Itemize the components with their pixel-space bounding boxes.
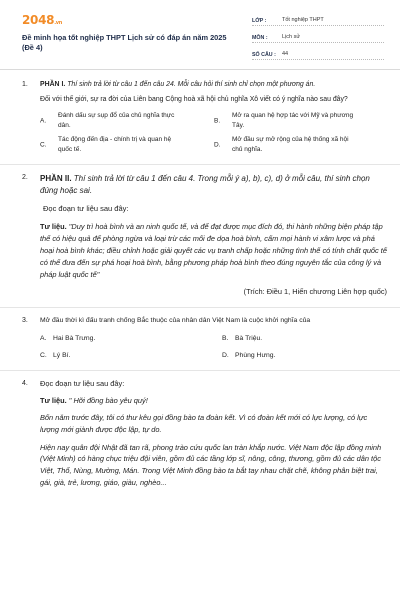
meta-value: 44 xyxy=(282,50,289,57)
question-number: 2. xyxy=(22,174,28,181)
option-letter: D. xyxy=(222,351,229,359)
option-c[interactable] xyxy=(40,135,214,154)
question-divider xyxy=(0,307,400,308)
option-letter: B. xyxy=(222,334,229,342)
section-label: PHẦN I. xyxy=(40,81,66,88)
question-divider xyxy=(0,370,400,371)
option-text: Bà Triệu. xyxy=(235,334,263,342)
question-stem: Đối với thế giới, sự ra đời của Liên bang Cộng hoà xã hội chủ nghĩa Xô viết có ý nghĩa nào sau đây? xyxy=(40,96,348,104)
question-divider xyxy=(0,164,400,165)
source-passage xyxy=(40,221,387,280)
option-text: Đánh dấu sự sụp đổ của chủ nghĩa thực dân. xyxy=(58,112,175,129)
meta-key: MÔN : xyxy=(252,34,268,41)
question-number: 1. xyxy=(22,81,28,88)
question-number: 3. xyxy=(22,317,28,325)
exam-title: Đề minh họa tốt nghiệp THPT Lịch sử có đáp án năm 2025 (Đề 4) xyxy=(22,33,227,52)
section-text: Thí sinh trả lời từ câu 1 đến câu 4. Trong mỗi ý a), b), c), d) ở mỗi câu, thí sinh chọn đúng hoặc sai. xyxy=(40,174,370,195)
passage-lead-text: " Hỡi đồng bào yêu quý! xyxy=(66,395,148,405)
option-letter: A. xyxy=(40,334,47,342)
section-instruction xyxy=(40,173,387,197)
option-letter: A. xyxy=(40,117,47,125)
questions-content xyxy=(22,80,387,489)
page-header xyxy=(0,0,400,64)
passage-paragraph: Bốn năm trước đây, tôi có thư kêu gọi đồng bào ta đoàn kết. Vì có đoàn kết mới có lực lượng, có lực lượng mới giành được độc lập, tự do. xyxy=(40,412,368,434)
passage-lead xyxy=(40,396,387,406)
meta-value: Tốt nghiệp THPT xyxy=(282,16,324,23)
passage-label: Tư liệu. xyxy=(40,395,67,405)
question-3 xyxy=(22,316,387,360)
section-label: PHẦN II. xyxy=(40,174,72,183)
option-b[interactable] xyxy=(222,334,400,343)
exam-meta xyxy=(252,13,384,64)
logo-suffix: .vn xyxy=(54,20,63,26)
passage-text: "Duy trì hoà bình và an ninh quốc tế, và để đạt được mục đích đó, thi hành những biện pháp tập thể có hiệu quả để phòng ngừa và loại trừ các mối đe dọa hoà bình, cấm mọi hành vi xâm lược và phá hoại hoà bình khác; điều chỉnh hoặc giải quyết các vụ tranh chấp hoặc những tình thế có tính chất quốc tế có thể đưa đến sự phá hoại hoà bình, bằng phương pháp hoà bình theo đúng nguyên tắc của công lý và pháp luật quốc tế" xyxy=(40,222,387,279)
answer-options xyxy=(40,111,387,154)
passage-citation: (Trích: Điều 1, Hiến chương Liên hợp quốc) xyxy=(243,287,387,297)
section-instruction xyxy=(40,80,387,89)
option-text: Hai Bà Trưng. xyxy=(53,334,96,342)
passage-intro: Đọc đoạn tư liệu sau đây: xyxy=(43,204,129,213)
question-4 xyxy=(22,379,387,489)
question-stem: Mở đầu thời kì đấu tranh chống Bắc thuộc của nhân dân Việt Nam là cuộc khởi nghĩa của xyxy=(40,317,311,325)
passage-paragraph: Hiện nay quân đội Nhật đã tan rã, phong trào cứu quốc lan tràn khắp nước. Việt Nam độc lập đồng minh (Việt Minh) có hàng chục triệu đội viên, gồm đủ các tầng lớp sĩ, nông, công, thương, gồm đủ các dân tộc Việt, Thổ, Nùng, Mường, Mán. Trong Việt Minh đồng bào ta bắt tay nhau chặt chẽ, không phân biệt trai, gái, già, trẻ, lương, giáo, giàu, nghèo... xyxy=(40,442,382,488)
option-text: Mở ra quan hệ hợp tác với Mỹ và phương Tây. xyxy=(232,112,354,129)
option-text: Mở đầu sự mở rộng của hệ thống xã hội chủ nghĩa. xyxy=(232,136,349,153)
meta-row-subject xyxy=(252,30,384,43)
passage-label: Tư liệu. xyxy=(40,222,67,232)
meta-row-count xyxy=(252,47,384,60)
option-letter: B. xyxy=(214,117,221,125)
option-d[interactable] xyxy=(214,135,388,154)
question-stem: Đọc đoạn tư liệu sau đây: xyxy=(40,378,125,388)
header-divider xyxy=(0,69,400,70)
option-a[interactable] xyxy=(40,334,222,343)
question-2 xyxy=(22,173,387,297)
answer-options xyxy=(40,334,387,360)
question-number: 4. xyxy=(22,379,28,387)
option-a[interactable] xyxy=(40,111,214,130)
meta-row-class xyxy=(252,13,384,26)
option-d[interactable] xyxy=(222,351,400,360)
option-letter: C. xyxy=(40,351,47,359)
question-1 xyxy=(22,80,387,154)
section-text: Thí sinh trả lời từ câu 1 đến câu 24. Mỗi câu hỏi thí sinh chỉ chọn một phương án. xyxy=(65,81,316,88)
logo-main: 2048 xyxy=(22,13,55,27)
meta-value: Lịch sử xyxy=(282,33,301,40)
option-text: Tác động đến địa - chính trị và quan hệ quốc tế. xyxy=(58,136,172,153)
option-c[interactable] xyxy=(40,351,222,360)
option-letter: C. xyxy=(40,140,47,148)
meta-key: LỚP : xyxy=(252,17,267,24)
option-text: Lý Bí. xyxy=(53,351,71,359)
option-text: Phùng Hưng. xyxy=(235,351,276,359)
option-b[interactable] xyxy=(214,111,388,130)
meta-key: SỐ CÂU : xyxy=(252,51,276,58)
option-letter: D. xyxy=(214,140,221,148)
